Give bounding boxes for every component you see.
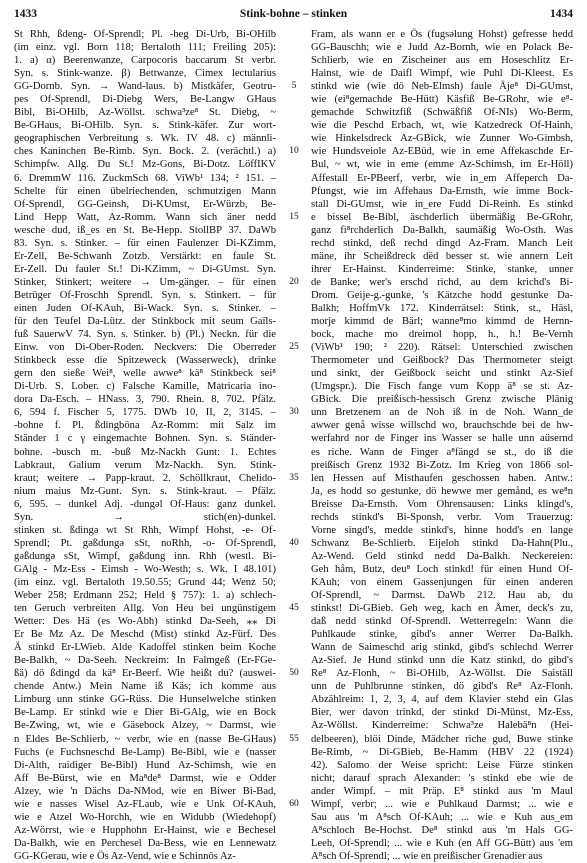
text-line: Bibl, Bi-OHilb, Az-Wöllst. schwa³ze⁸ St. Diebg, ~ [14, 107, 276, 119]
text-line: -bohne f. Pl. ßdingbönа Az-Romm: mit Salz im [14, 420, 276, 432]
page-number-right: 1434 [550, 8, 573, 20]
text-line: wie e Atzel Wo-Horchh, wie en Widubb (Wiedehopf) [14, 811, 276, 823]
text-line: unn de Puhlbrunne stinken, dö gibd's Re⁸ Az-Flonh. [311, 681, 573, 693]
text-line: wie Hundsveiole Az-EBüd, wie in eme Affekaschde Er- [311, 146, 573, 158]
text-line: nicht; darauf sprach Alexander: 's stinkd ebe wie de [311, 772, 573, 784]
text-line: ten Geruch verbreiten Allg. Von Heu bei ungünstigem [14, 603, 276, 615]
text-line: 6, 594 f. Fischer 5, 1775. DWb 10, II, 2, 3145. – [14, 407, 276, 419]
text-line: geographischen Verbreitung s. Wk. IV 48. c) männli- [14, 133, 276, 145]
text-line: Er Be Mz Az. De Meschd (Mist) stinkd Az-Fürf. Des [14, 629, 276, 641]
line-number: 20 [289, 276, 299, 287]
text-line: 83. Syn. s. Stinker. – für einen Faulenzer Di-KZimm, [14, 237, 276, 249]
text-line: kraut; weitere → Papp-kraut. 2. Schöllkraut, Chelido- [14, 472, 276, 484]
text-line: Breisse Da-Ernsth. Vom Ohrensausen: Links klingd's, [311, 498, 573, 510]
text-line: stinken st. ßdingə wt St Rhh, Wimpf Hohst, -e- Of- [14, 524, 276, 536]
text-line: Ä stinkd Er-LWieb. Alde Kadoffel stinken beim Koche [14, 642, 276, 654]
text-line: und sinkt, der Geißbock seicht und stinkt Az-Sief [311, 368, 573, 380]
text-line: daß nedd stinkd Of-Sprendl. Wetterregeln: Wann die [311, 616, 573, 628]
line-number: 5 [291, 81, 297, 92]
text-line: Di-Alth, raidiger Be-Bibl) Hund Az-Schimsh, wie en [14, 759, 276, 771]
text-line: unn Bretzenem an de Noh iß in de Noh. Wann_de [311, 407, 573, 419]
text-line: Be-Rimb, ~ Di-GBieb, Be-Hamm (HBV 22 (1924) [311, 746, 573, 758]
left-column [14, 28, 276, 862]
text-line: wie Hinkelsdreck Az-GBick, wie Zunner Wo-Gimbsh, [311, 133, 573, 145]
text-line: Be-Zwing, wt, wie e Gäsebock Alzey, ~ Darmst, wie [14, 720, 276, 732]
text-line: Az-Wöllst. Kinderreime: Schwa³ze Halebä⁸n (Hei- [311, 720, 573, 732]
text-line: Schlierb, wie en Zischeiner aus em Hoseschlitz Er- [311, 55, 573, 67]
page-number-left: 1433 [14, 8, 37, 20]
text-line: Az-Sief. Je Hund stinkd unn die Katz stinkd, do gibd's [311, 655, 573, 667]
text-line: Syn. → stich(en)-dunkel. [14, 511, 276, 523]
text-line: Balkh; HoffmVk 172. Kinderrätsel: Stink, st., Häsl, [311, 302, 573, 314]
line-number: 10 [289, 146, 299, 157]
text-line: mäne, ihr Scheißdreck dëd besser st. wie annern Leit [311, 250, 573, 262]
line-number: 15 [289, 211, 299, 222]
text-line: Az-Wend. Geld stinkd nedd Da-Balkh. Neckereien: [311, 550, 573, 562]
text-line: Wann de Saimeschd arig stinkd, gibd's schlechd Werrer [311, 642, 573, 654]
text-line: Lind Hepp Watt, Az-Romm. Wann sich äner nedd [14, 211, 276, 223]
text-line: Wetter: Des Hä (es Wo-Abh) stinkd Da-Seeh, ⁎⁎ Di [14, 616, 276, 628]
text-line: St Rhh, ßdeng- Of-Sprendl; Pl. -beg Di-Urb, Bi-OHilb [14, 29, 276, 40]
text-line: Re⁸ Az-Flonh, ~ Bi-OHilb, Az-Wöllst. Die Saiställ [311, 668, 573, 680]
text-line: (im einz. vgl. Bertaloth 19.50.55; Grund 44; Wenz 50; [14, 576, 276, 588]
text-line: Leeh, Of-Sprendl; ... wie e Kuh (en Aff GG-Bütt) aus 'em [311, 837, 573, 849]
text-line: 1. a) α) Beerenwanze, Carpocoris baccarum St verbr. [14, 55, 276, 67]
text-line: morje kimmd de Bärl; wanne⁸mo kimmd de Hernn- [311, 316, 573, 328]
text-line: GG-Bauschh; wie e Judd Az-Bornh, wie en Polack Be- [311, 42, 573, 54]
text-line: Az-Wörrst, wie e Hupphohn Er-Hainst, wie e Bechesel [14, 824, 276, 836]
text-line: Be-Balkh, ~ Da-Seeh. Neckreim: In Falmgeß (Er-FGe- [14, 655, 276, 667]
text-line: len Hessen auf Misthaufen geschossen haben. Antw.: [311, 472, 573, 484]
text-line: Er-Zell, Be-Schwanh Zotzb. Verstärkt: en faule St. [14, 250, 276, 262]
text-line: dora Da-Esch. – HNass. 3, 790. Rhein. 8, 702. Pfälz. [14, 394, 276, 406]
line-number: 55 [289, 733, 299, 744]
text-line: werfahrd nor de Finger ins Wasser se halle unn aüsernd [311, 433, 573, 445]
text-line: Puhlkaude stinke, gibd's anner Werrer Da-Balkh. [311, 629, 573, 641]
text-line: n Eldes Be-Schlierb, ~ verbr, wie en (nasse Be-GHaus) [14, 733, 276, 745]
text-line: Limburg unn stinke GG-Rüss. Die Hunselwelche stinken [14, 694, 276, 706]
text-line: A⁸schloch Be-Hochst. De⁸ stinkd aus 'm Hals GG- [311, 824, 573, 836]
text-line: delbeeren), blöi Dinde, Mädcher riche gud, Buwe stinke [311, 733, 573, 745]
line-number: 25 [289, 342, 299, 353]
text-line: Schwanz Be-Schlierb. Eijeloh stinkd Da-Hahn(Plu., [311, 537, 573, 549]
text-line: 42). Salomo der Weise spricht: Leise Fürze stinken [311, 759, 573, 771]
text-line: Stinker, Stinkert; weitere → Um-gänger. – für einen [14, 276, 276, 288]
text-line: nium maius Mz-Gunt. Syn. s. Stink-kraut. – Pfälz. [14, 485, 276, 497]
text-line: Of-Sprendl, GG-Geinsh, Di-KUmst, Er-Würzb, Be- [14, 198, 276, 210]
text-line: stinkst! Di-GBieb. Geh weg, kach en Åmer, deck's zu, [311, 603, 573, 615]
text-line: ander Wimpf. – mit Präp. E⁸ stinkd aus 'm Maul [311, 785, 573, 797]
text-line: de Banke; wer's erschd richd, au dem krichd's Bi- [311, 276, 573, 288]
text-line: wesche dud, iß_es en St. Be-Hepp. StollBP 37. DaWb [14, 224, 276, 236]
text-line: Be-GHaus, Bi-OHilb. Syn. s. Stink-käfer. Zur wort- [14, 120, 276, 132]
text-line: gəßdungə sSt, Wimpf, gəßdung inn. Rhh (westl. Bi- [14, 550, 276, 562]
text-line: Stinkbeck esse die Spitzeweck (Wasserweck), drinke [14, 355, 276, 367]
running-header [14, 8, 573, 24]
text-line: Sau aus 'm A⁸sch Of-KAuh; ... wie e Kuh aus_em [311, 811, 573, 823]
text-line: Schelte für einen übelriechenden, schmutzigen Mann [14, 185, 276, 197]
line-number: 60 [289, 798, 299, 809]
text-line: (Umgspr.). Die Fisch fange vum Kopp ä⁸ se st. Az- [311, 381, 573, 393]
text-line: rechds stinkd's Bi-Sponsh, verbr. Vom Trauerzug: [311, 511, 573, 523]
text-line: stall Di-GUmst, wie in_ere Fudd Di-Reinh. Es stinkd [311, 198, 573, 210]
text-line: Be-Lamp. Er stinkd wie e Dier Bi-GAlg, wie en Bock [14, 707, 276, 719]
text-line: chende Antw.) Mein Name iß Käs; ich komme aus [14, 681, 276, 693]
text-line: wie die Peschd Erbach, wt, wie Katzedreck Of-Hainh, [311, 120, 573, 132]
text-line: GG-KGerau, wie e Ös Az-Vend, wie e Schinnös Az- [14, 850, 236, 862]
line-number: 40 [289, 537, 299, 548]
text-line: Fuchs (e Fuchsneschd Be-Lamp) Be-Bibl, wie e (nasser [14, 746, 276, 758]
text-line: Affestall Er-PBeerf, verbr, wie in_em Affeperch Da- [311, 172, 573, 184]
line-number: 50 [289, 668, 299, 679]
text-line: Da-Balkh, wie en Perchesel Da-Bess, wie en Lennewatz [14, 837, 276, 849]
text-line: ganz fi⁸rchderlich Da-Balkh, saumäßig Wo-Osth. Was [311, 224, 573, 236]
text-line: Thermometer und Geißbock? Das Thermometer steigt [311, 355, 573, 367]
text-line: stinkd wie (wie dö Neb-Elmsh) faule Äje⁸ Di-GUmst, [311, 81, 573, 93]
text-line: Bul, ~ wt, wie in eme (emme Az-Schimsh, im Er-Höll) [311, 159, 573, 171]
right-column [311, 28, 573, 862]
text-line: GBick. Die preißisch-hessisch Grenz zwische Plänig [311, 394, 573, 406]
text-line: es riche. Wann de Finger a⁸fängd se st., do iß die [311, 446, 573, 458]
text-line: e bissel Be-Bibl, äschderlich übermäßig Be-GRohr, [311, 211, 573, 223]
text-line: (im einz. vgl. Born 118; Bertaloth 111; Freiling 205): [14, 42, 276, 54]
text-line: Drom. Geije-g.-gunke, 's Kätzche hodd gestunke Da- [311, 289, 573, 301]
text-line: pes Of-Sprendl, Di-Diebg Wers, Be-Langw GHaus [14, 94, 276, 106]
text-line: für den Teufel Da-Lütz. der Stinkbock mit seum Gaïls- [14, 316, 276, 328]
text-line: gern den sieße Wei⁸, welle awwe⁸ kä⁸ Stinkbeck sei⁸ [14, 368, 276, 380]
text-line: wie (ei⁸gemachde Be-Hütt) Käsfiß Be-GRohr, wie e⁸- [311, 94, 573, 106]
text-line: ihrer Er-Hainst. Kinderreime: Stinke, stanke, unner [311, 263, 573, 275]
text-line: einen Juden Of-KAuh, Bi-Wack. Syn. s. Stinker. – [14, 302, 276, 314]
running-headword: Stink-bohne – stinken [239, 8, 348, 20]
text-line: Sprendl; Pt. gəßdungə sSt, noRhh, -o- Of-Sprendl, [14, 537, 276, 549]
text-line: Labkraut, Galium verum Mz-Nackh. Syn. Stink- [14, 459, 276, 471]
text-line: Bier, wer davon trinkd, der stinkd Di-Münst, Mz-Ess, [311, 707, 573, 719]
text-line: Ständer 1 c γ eingemachte Bohnen. Syn. s. Ständer- [14, 433, 276, 445]
text-line: rechd stinkd, deß rechd dingd Az-Fram. Manch Leit [311, 237, 573, 249]
text-line: bohne. -busch m. -buß Mz-Nackh Gunt: 1. Echtes [14, 446, 276, 458]
text-line: Pfungst, wie im Affehaus Da-Ernsth, wie imme Bock- [311, 185, 573, 197]
text-line: Einw. von Di-Ober-Roden. Neckvers: Die Oberreder [14, 342, 276, 354]
text-line: Fram, als wann er e Ös (fugsəlung Hohst) gefresse hedd [311, 29, 573, 40]
line-number: 35 [289, 472, 299, 483]
text-line: Hainst, wie de Daifl Wimpf, wie Puhl Di-Kleest. Es [311, 68, 573, 80]
text-line: (ViWb¹ 190; ² 220). Rätsel: Unterschied zwischen [311, 342, 573, 354]
text-line: Ja, es hodd so gestunke, dö hewwe mer gemånd, es we⁸n [311, 485, 573, 497]
text-line: Abzählreim: 1, 2, 3, 4, auf dem Klavier stehd ein Glas [311, 694, 573, 706]
text-line: Of-Sprendl, ~ Darmst. DaWb 212. Hau ab, du [311, 590, 573, 602]
text-line: ches Kaninchen Be-Rimb. Syn. Bock. 2. (verächtl.) a) [14, 146, 276, 158]
text-line: Alzey, wie 'n Dächs Da-NMod, wie en Biwer Bi-Bad, [14, 785, 276, 797]
text-line: Vorne singd's, medde stinkd's, hinne hodd's en lange [311, 524, 573, 536]
text-line: Geh håm, Butz, deu⁸ Loch stinkd! für einen Hund Of- [311, 563, 573, 575]
text-line: Weber 258; Erdmann 252; Held § 757): 1. a) schlech- [14, 590, 276, 602]
text-line: Aff Be-Bürst, wie en Ma⁸de⁸ Darmst, wie e Odder [14, 772, 276, 784]
text-line: Betrüger Of-Froschh Sprendl. Syn. s. Stinkert. – für [14, 289, 276, 301]
text-line: KAuh; von einem Gassenjungen für einen anderen [311, 576, 573, 588]
text-line: gemachde Schwitzfiß (Schwäßfiß Of-NIs) Wo-Berm, [311, 107, 573, 119]
text-line: Wimpf, verbr; ... wie e Puhlkaud Darmst; ... wie e [311, 798, 573, 810]
text-line: wie e nasses Wisel Az-FLaub, wie e Unk Of-KAuh, [14, 798, 276, 810]
text-line: Syn. s. Stink-wanze. β) Bettwanze, Cimex lectularius [14, 68, 276, 80]
text-line: GAlg - Mz-Ess - Eimsh - Wo-Westh; s. Wk. I 48.101) [14, 563, 276, 575]
text-line: A⁸sch Of-Sprendl; ... wie en preißischer Grenadier aus [311, 850, 543, 862]
text-line: bock, mache mo dreimol hopp, h., h.! Be-Vernh [311, 329, 573, 341]
line-number: 30 [289, 407, 299, 418]
text-line: 6, 595. – dunkel Adj. -dungəl Of-Haus: ganz dunkel. [14, 498, 276, 510]
text-line: awwer genå wisse willschd wo, brauchschde bei de hw- [311, 420, 573, 432]
line-number-gutter [283, 28, 307, 846]
text-line: GG-Dornb. Syn. → Wand-laus. b) Mistkäfer, Geotru- [14, 81, 276, 93]
text-line: ßä) dö ßdingd da kä⁸ Er-Beerf. Wie heißt du? (auswei- [14, 668, 276, 680]
text-line: Schimpfw. Allg. Du St.! Mz-Gons, Bi-Dotz. LöffIKV [14, 159, 276, 171]
text-line: Di-Urb. S. Lober. c) Falsche Kamille, Matricaria ino- [14, 381, 276, 393]
text-line: 6. DremmW 116. ZuckmSch 68. ViWb¹ 134; ² 151. – [14, 172, 276, 184]
text-line: Er-Zell. Du fauler St.! Di-KZimm, ~ Di-GUmst. Syn. [14, 263, 276, 275]
text-line: fuß SauerwV 74. Syn. s. Stinker. b) (Pl.) Neckn. für die [14, 329, 276, 341]
text-line: preißisch Grenz 1932 Bi-Zotz. Im Krieg von 1866 sol- [311, 459, 573, 471]
line-number: 45 [289, 603, 299, 614]
